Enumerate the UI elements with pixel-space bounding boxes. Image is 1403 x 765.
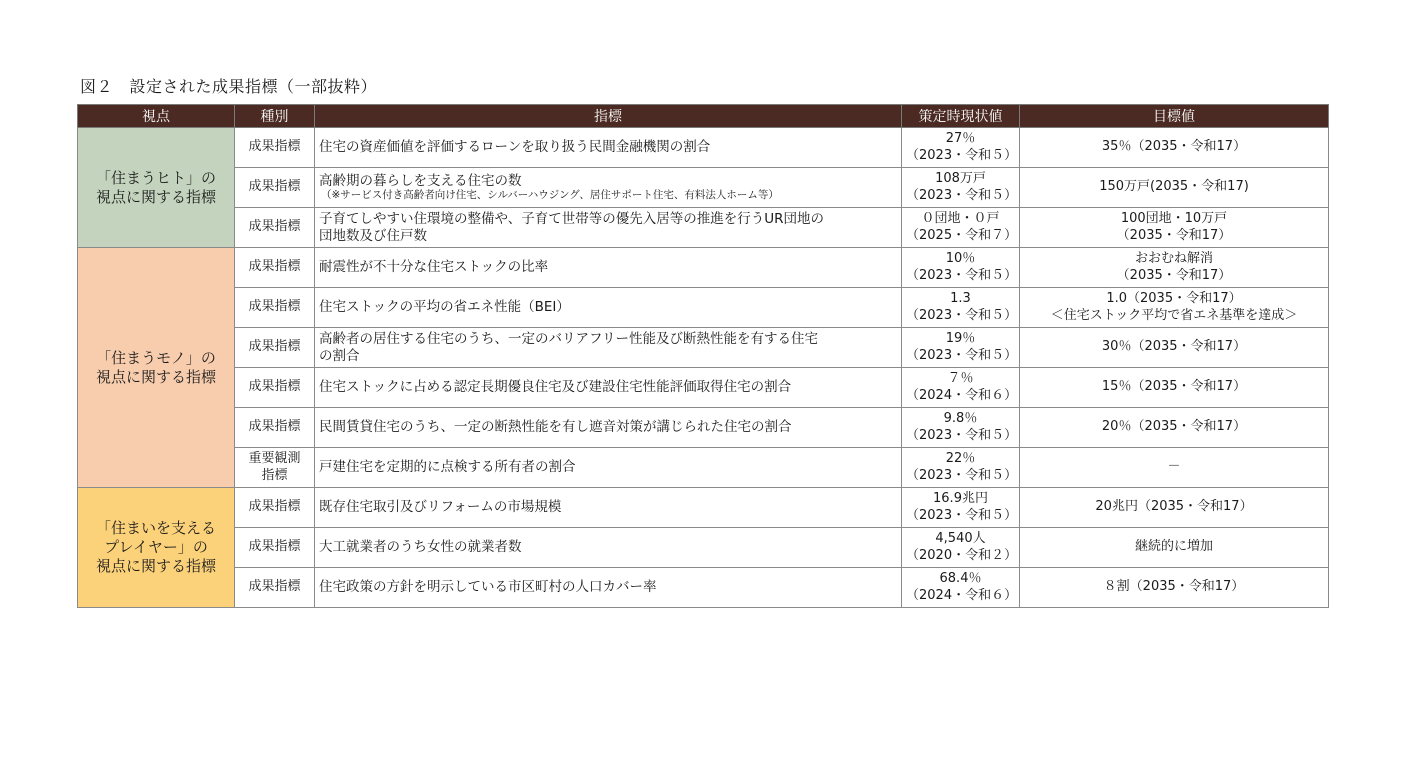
current-value-line: 108万戸 [935,171,986,187]
target-value-line: 35％（2035・令和17） [1101,139,1247,155]
target-value-line: おおむね解消 [1134,251,1213,267]
table-row [78,128,1329,168]
current-value-line: 27％ [945,131,976,147]
indicator-cell [315,528,902,568]
table-row [78,288,1329,328]
indicator-line: 高齢者の居住する住宅のうち、一定のバリアフリー性能及び断熱性能を有する住宅 [319,330,818,347]
indicator-line: 住宅ストックの平均の省エネ性能（BEI） [319,299,570,316]
indicator-note: （※サービス付き高齢者向け住宅、シルバーハウジング、居住サポート住宅、有料法人ホーム等） [321,189,779,202]
header-target-value: 目標値 [1020,105,1329,128]
target-value-line: － [1167,459,1181,475]
table-row [78,448,1329,488]
indicator-cell [315,168,902,208]
indicator-line: 子育てしやすい住環境の整備や、子育て世帯等の優先入居等の推進を行うUR団地の [319,210,824,227]
perspective-line: プレイヤー」の [104,538,208,557]
kind-line: 成果指標 [248,139,301,155]
kind-line: 指標 [261,467,288,483]
table-body [78,128,1329,608]
kind-cell [235,288,315,328]
target-value-line: 継続的に増加 [1134,539,1213,555]
indicator-cell [315,328,902,368]
indicator-cell [315,128,902,168]
indicator-cell [315,248,902,288]
table-row [78,408,1329,448]
kind-line: 成果指標 [248,379,301,395]
indicator-line: 大工就業者のうち女性の就業者数 [319,539,522,556]
kind-line: 成果指標 [248,339,301,355]
kind-cell [235,128,315,168]
target-value-cell [1020,408,1329,448]
kind-cell [235,408,315,448]
current-value-line: （2023・令和５） [906,347,1018,363]
indicator-line: の割合 [319,347,360,364]
indicator-line: 耐震性が不十分な住宅ストックの比率 [319,259,549,276]
target-value-line: 150万戸(2035・令和17) [1099,179,1249,195]
indicator-cell [315,488,902,528]
kind-line: 成果指標 [248,179,301,195]
perspective-line: 視点に関する指標 [95,556,216,575]
current-value-line: 1.3 [950,291,971,307]
target-value-line: （2035・令和17） [1116,227,1232,243]
header-indicator: 指標 [315,105,902,128]
current-value-line: （2023・令和５） [906,507,1018,523]
current-value-cell [902,208,1020,248]
table-row [78,248,1329,288]
current-value-line: ７％ [947,371,974,387]
target-value-cell [1020,208,1329,248]
current-value-cell [902,168,1020,208]
indicator-cell [315,448,902,488]
header-current-value: 策定時現状値 [902,105,1020,128]
kind-cell [235,568,315,608]
current-value-cell [902,288,1020,328]
table-row [78,328,1329,368]
target-value-line: （2035・令和17） [1116,267,1232,283]
current-value-line: 68.4％ [939,571,982,587]
header-kind: 種別 [235,105,315,128]
current-value-cell [902,368,1020,408]
target-value-cell [1020,528,1329,568]
indicator-cell [315,368,902,408]
target-value-line: 1.0（2035・令和17） [1106,291,1242,307]
target-value-line: 20％（2035・令和17） [1101,419,1247,435]
perspective-cell [78,248,235,488]
current-value-line: ０団地・０戸 [921,211,1000,227]
target-value-cell [1020,568,1329,608]
current-value-cell [902,128,1020,168]
current-value-cell [902,248,1020,288]
kind-cell [235,328,315,368]
current-value-cell [902,488,1020,528]
indicator-line: 民間賃貸住宅のうち、一定の断熱性能を有し遮音対策が講じられた住宅の割合 [319,419,792,436]
indicator-cell [315,408,902,448]
current-value-line: 10％ [945,251,976,267]
current-value-line: （2023・令和５） [906,187,1018,203]
current-value-line: 16.9兆円 [933,491,988,507]
target-value-cell [1020,368,1329,408]
perspective-line: 「住まうモノ」の [96,348,216,367]
kind-line: 重要観測 [248,451,301,467]
target-value-line: 20兆円（2035・令和17） [1095,499,1253,515]
current-value-line: （2024・令和６） [906,387,1018,403]
target-value-cell [1020,288,1329,328]
table-row [78,368,1329,408]
target-value-cell [1020,128,1329,168]
indicator-line: 既存住宅取引及びリフォームの市場規模 [319,499,562,516]
current-value-line: （2024・令和６） [906,587,1018,603]
current-value-line: （2023・令和５） [906,267,1018,283]
kind-cell [235,208,315,248]
current-value-line: （2025・令和７） [906,227,1018,243]
target-value-line: 30％（2035・令和17） [1101,339,1247,355]
current-value-cell [902,448,1020,488]
figure-title: 図２ 設定された成果指標（一部抜粋） [80,77,378,96]
current-value-line: 4,540人 [935,531,986,547]
kind-line: 成果指標 [248,219,301,235]
kind-cell [235,528,315,568]
indicator-cell [315,208,902,248]
perspective-cell [78,128,235,248]
header-row [78,105,1329,128]
target-value-cell [1020,448,1329,488]
target-value-line: 100団地・10万戸 [1120,211,1228,227]
indicator-line: 戸建住宅を定期的に点検する所有者の割合 [319,459,576,476]
kind-cell [235,488,315,528]
kind-cell [235,168,315,208]
current-value-cell [902,528,1020,568]
perspective-cell [78,488,235,608]
current-value-cell [902,408,1020,448]
target-value-line: ８割（2035・令和17） [1103,579,1245,595]
table-row [78,528,1329,568]
current-value-line: （2023・令和５） [906,147,1018,163]
current-value-line: （2020・令和２） [906,547,1018,563]
current-value-line: 19％ [945,331,976,347]
target-value-line: 15％（2035・令和17） [1101,379,1247,395]
table-row [78,488,1329,528]
indicator-line: 団地数及び住戸数 [319,227,427,244]
kind-line: 成果指標 [248,499,301,515]
table-row [78,168,1329,208]
kind-line: 成果指標 [248,419,301,435]
perspective-line: 視点に関する指標 [95,367,216,386]
current-value-line: 22％ [945,451,976,467]
kind-line: 成果指標 [248,579,301,595]
table-row [78,208,1329,248]
indicator-line: 住宅の資産価値を評価するローンを取り扱う民間金融機関の割合 [319,139,711,156]
target-value-line: ＜住宅ストック平均で省エネ基準を達成＞ [1050,307,1298,323]
perspective-line: 視点に関する指標 [95,187,216,206]
current-value-line: （2023・令和５） [906,307,1018,323]
target-value-cell [1020,328,1329,368]
indicator-table [77,104,1329,608]
kind-cell [235,368,315,408]
kind-cell [235,248,315,288]
perspective-line: 「住まうヒト」の [95,168,216,187]
indicator-line: 住宅ストックに占める認定長期優良住宅及び建設住宅性能評価取得住宅の割合 [319,379,792,396]
indicator-cell [315,288,902,328]
perspective-line: 「住まいを支える [95,519,216,538]
header-perspective: 視点 [78,105,235,128]
current-value-cell [902,328,1020,368]
kind-line: 成果指標 [248,259,301,275]
current-value-line: 9.8％ [943,411,978,427]
kind-line: 成果指標 [248,539,301,555]
kind-line: 成果指標 [248,299,301,315]
current-value-cell [902,568,1020,608]
current-value-line: （2023・令和５） [906,467,1018,483]
kind-cell [235,448,315,488]
table-row [78,568,1329,608]
target-value-cell [1020,248,1329,288]
indicator-line: 住宅政策の方針を明示している市区町村の人口カバー率 [319,579,657,596]
target-value-cell [1020,488,1329,528]
indicator-line: 高齢期の暮らしを支える住宅の数 [319,172,522,189]
indicator-cell [315,568,902,608]
target-value-cell [1020,168,1329,208]
current-value-line: （2023・令和５） [906,427,1018,443]
